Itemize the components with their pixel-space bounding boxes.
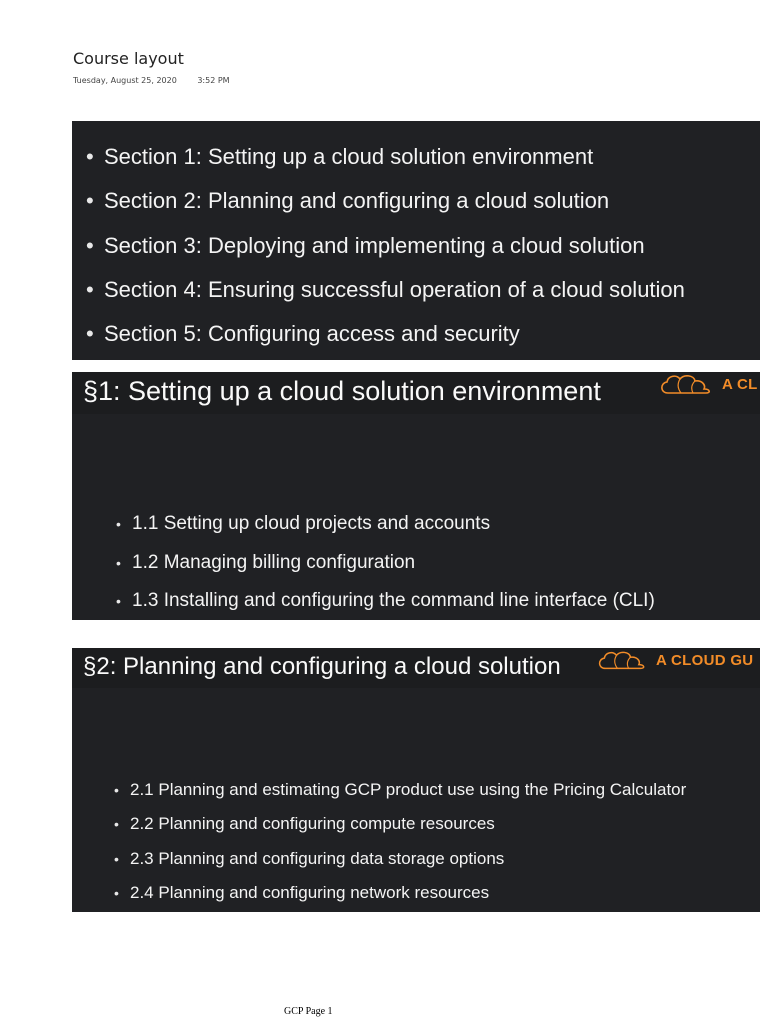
list-item — [86, 179, 685, 223]
bullet-icon: • — [116, 516, 121, 532]
list-item — [86, 268, 685, 312]
bullet-icon: • — [86, 232, 94, 258]
section-2-slide — [72, 648, 760, 912]
slide-heading: §1: Setting up a cloud solution environment — [83, 376, 601, 406]
bullet-icon: • — [86, 276, 94, 302]
bullet-icon: • — [114, 884, 119, 901]
subsection-list — [116, 505, 655, 620]
list-item-label: 1.2 Managing billing configuration — [132, 551, 416, 573]
list-item-label: 1.3 Installing and configuring the command line interface (CLI) — [132, 590, 655, 611]
slide-heading: §2: Planning and configuring a cloud solution — [83, 653, 561, 680]
list-item — [116, 582, 655, 620]
list-item-label: 2.4 Planning and configuring network resources — [130, 882, 490, 902]
slide-header — [72, 648, 760, 688]
list-item — [114, 842, 686, 876]
section-1-slide — [72, 372, 760, 620]
list-item-label: 1.1 Setting up cloud projects and accounts — [132, 513, 491, 534]
brand-logo — [596, 649, 753, 671]
list-item-label: Section 1: Setting up a cloud solution environment — [104, 144, 594, 169]
bullet-icon: • — [114, 816, 119, 833]
list-item-label: 2.2 Planning and configuring compute resources — [130, 814, 495, 834]
cloud-logo-icon — [658, 373, 716, 395]
logo-text: A CLOUD GU — [656, 651, 754, 669]
bullet-icon: • — [86, 321, 94, 347]
list-item — [114, 773, 686, 807]
list-item — [116, 544, 655, 583]
list-item — [114, 807, 686, 841]
bullet-icon: • — [116, 554, 121, 571]
cloud-logo-icon — [596, 649, 650, 671]
bullet-icon: • — [86, 144, 94, 169]
list-item-label: 2.3 Planning and configuring data storage options — [130, 848, 505, 868]
bullet-icon: • — [86, 188, 94, 214]
list-item — [86, 224, 685, 268]
page-date: Tuesday, August 25, 2020 — [73, 76, 177, 85]
bullet-icon: • — [114, 850, 119, 867]
list-item-label: Section 5: Configuring access and security — [104, 321, 520, 347]
page-footer: GCP Page 1 — [284, 1006, 333, 1017]
page-title: Course layout — [73, 49, 184, 68]
list-item — [114, 876, 686, 910]
list-item-label: Section 3: Deploying and implementing a cloud solution — [104, 232, 645, 258]
list-item-label: Section 2: Planning and configuring a cloud solution — [104, 188, 610, 214]
bullet-icon: • — [114, 782, 119, 798]
brand-logo — [658, 373, 758, 395]
page-timestamp — [73, 76, 230, 85]
page-time: 3:52 PM — [197, 76, 230, 85]
list-item-label: 2.1 Planning and estimating GCP product use using the Pricing Calculator — [130, 780, 687, 799]
list-item — [86, 135, 685, 179]
slide-header — [72, 372, 760, 414]
subsection-list — [114, 773, 686, 910]
bullet-icon: • — [116, 593, 121, 609]
list-item-label: Section 4: Ensuring successful operation of a cloud solution — [104, 276, 685, 302]
sections-list — [86, 135, 685, 356]
list-item — [116, 505, 655, 544]
logo-text: A CL — [722, 375, 758, 393]
sections-overview-slide — [72, 121, 760, 360]
list-item — [86, 312, 685, 356]
